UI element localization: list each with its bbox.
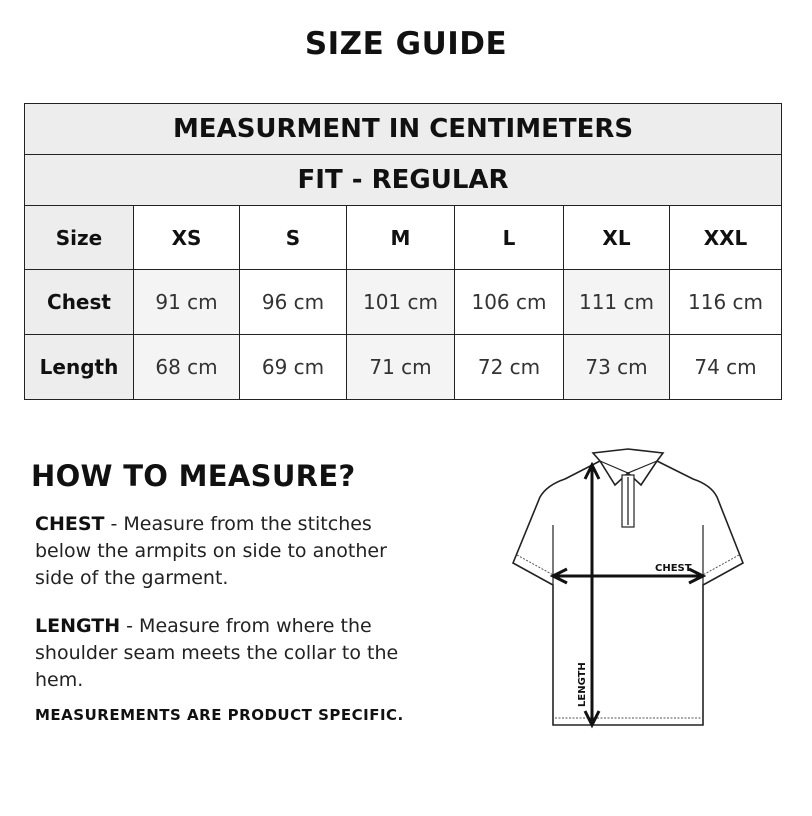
column-header-xs: XS <box>134 206 240 270</box>
table-cell: 116 cm <box>670 270 782 335</box>
sleeve-cuff-left <box>517 555 555 576</box>
table-cell: 72 cm <box>455 335 564 400</box>
chest-term: CHEST <box>35 513 105 535</box>
table-header-fit: FIT - REGULAR <box>25 155 782 206</box>
table-cell: 74 cm <box>670 335 782 400</box>
length-description: - Measure from where the shoulder seam meets the collar to the hem. <box>35 615 399 691</box>
column-header-xxl: XXL <box>670 206 782 270</box>
table-cell: 91 cm <box>134 270 240 335</box>
row-label-length: Length <box>25 335 134 400</box>
length-term: LENGTH <box>35 615 121 637</box>
chest-instructions <box>35 511 430 592</box>
column-header-size: Size <box>25 206 134 270</box>
table-row-length <box>25 335 782 400</box>
table-cell: 106 cm <box>455 270 564 335</box>
chest-description: - Measure from the stitches below the armpits on side to another side of the garment. <box>35 513 387 589</box>
table-cell: 96 cm <box>240 270 347 335</box>
column-header-xl: XL <box>564 206 670 270</box>
length-instructions <box>35 613 430 694</box>
row-label-chest: Chest <box>25 270 134 335</box>
table-cell: 69 cm <box>240 335 347 400</box>
table-cell: 73 cm <box>564 335 670 400</box>
polo-shirt-diagram <box>505 445 750 735</box>
sleeve-cuff-right <box>701 555 739 576</box>
column-header-l: L <box>455 206 564 270</box>
table-cell: 101 cm <box>347 270 455 335</box>
table-cell: 111 cm <box>564 270 670 335</box>
length-label: LENGTH <box>577 662 588 707</box>
table-cell: 71 cm <box>347 335 455 400</box>
column-header-s: S <box>240 206 347 270</box>
page-title: SIZE GUIDE <box>304 26 508 62</box>
size-table <box>24 103 782 400</box>
chest-label: CHEST <box>655 563 692 574</box>
product-specific-note: MEASUREMENTS ARE PRODUCT SPECIFIC. <box>35 706 404 724</box>
table-row-chest <box>25 270 782 335</box>
column-header-m: M <box>347 206 455 270</box>
how-to-measure-heading: HOW TO MEASURE? <box>31 459 356 493</box>
table-header-measurement: MEASURMENT IN CENTIMETERS <box>25 104 782 155</box>
table-cell: 68 cm <box>134 335 240 400</box>
